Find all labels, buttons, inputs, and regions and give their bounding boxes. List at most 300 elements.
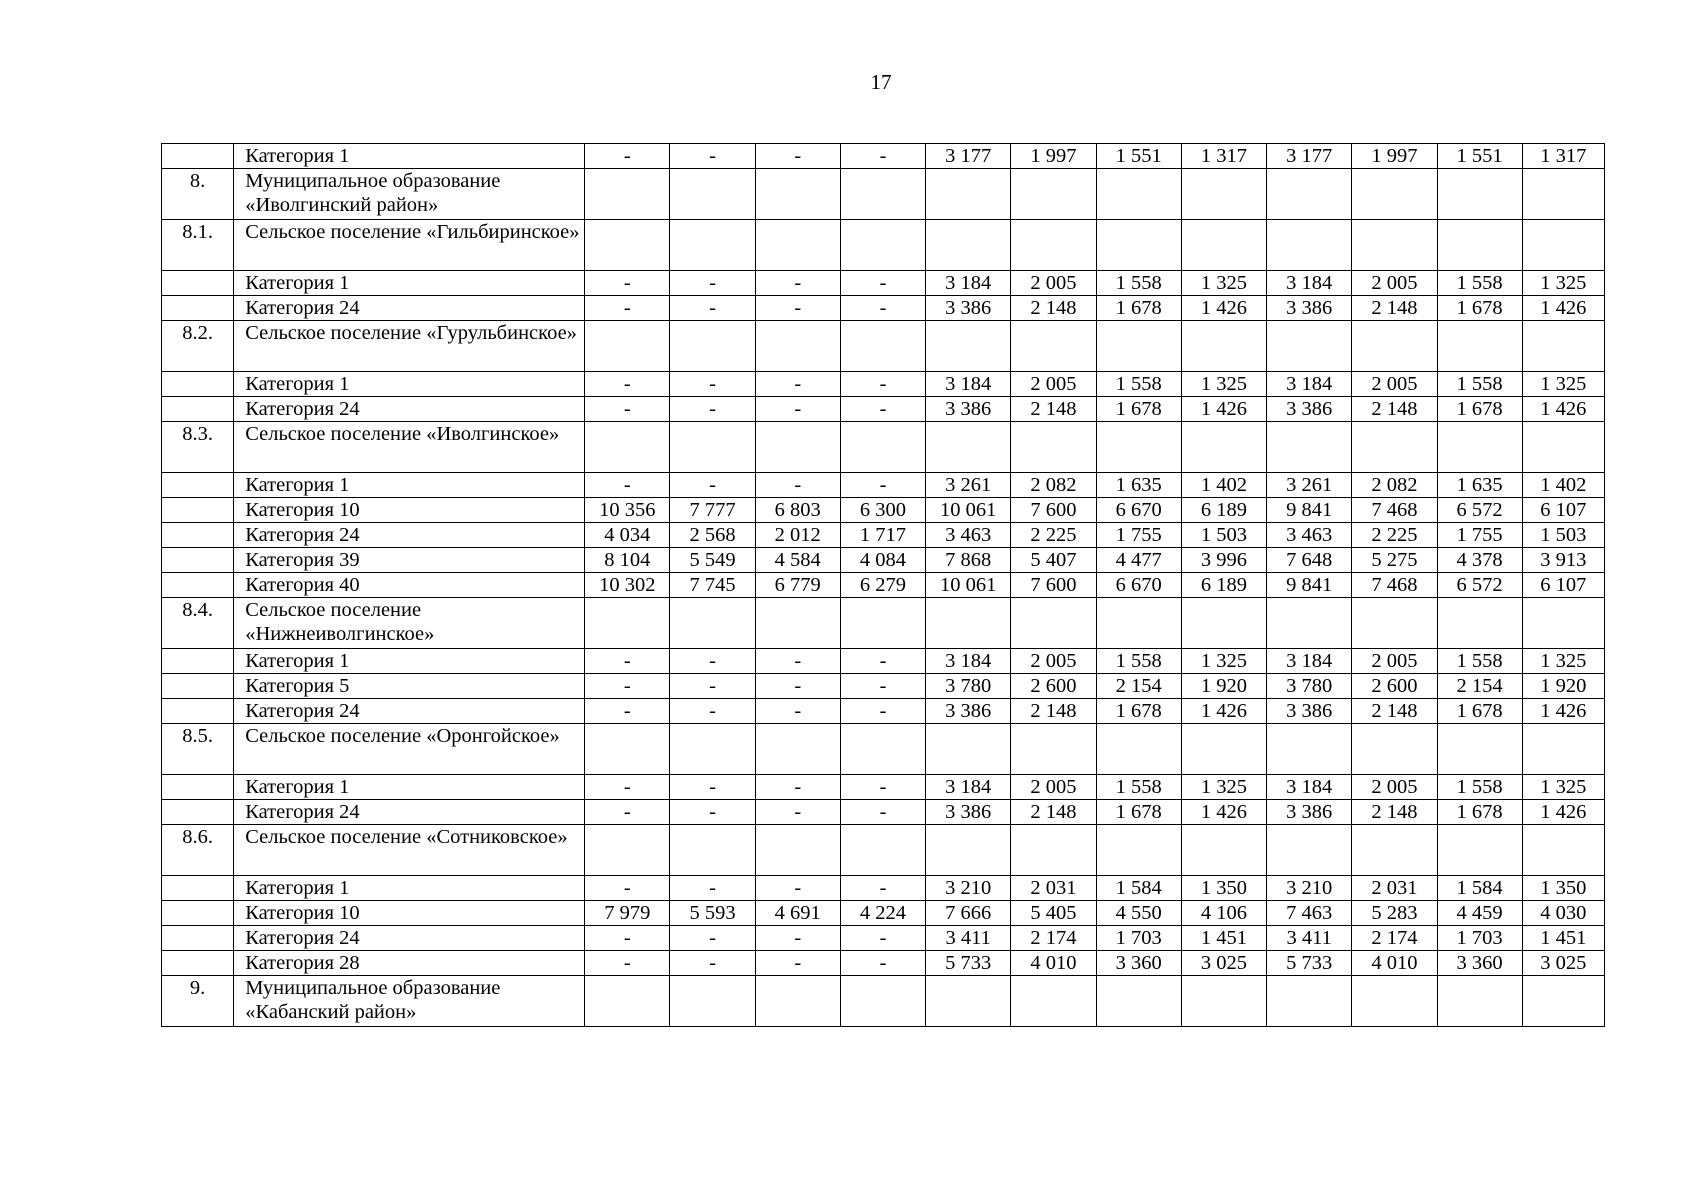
value-cell: - [670, 699, 755, 724]
value-cell [585, 169, 670, 220]
value-cell: 6 189 [1181, 498, 1266, 523]
table-row [162, 699, 1605, 724]
value-cell [1267, 220, 1352, 271]
value-cell: 1 584 [1096, 876, 1181, 901]
value-cell [1096, 321, 1181, 372]
value-cell [1096, 724, 1181, 775]
table-row [162, 296, 1605, 321]
value-cell: 2 012 [755, 523, 840, 548]
value-cell [1181, 220, 1266, 271]
row-number-cell [162, 372, 234, 397]
value-cell: 2 148 [1352, 296, 1437, 321]
value-cell: 2 174 [1011, 926, 1096, 951]
value-cell: - [670, 372, 755, 397]
value-cell: 3 780 [926, 674, 1011, 699]
row-name-cell: Категория 24 [234, 397, 585, 422]
value-cell [670, 321, 755, 372]
value-cell [1352, 598, 1437, 649]
value-cell [1011, 976, 1096, 1027]
value-cell [585, 724, 670, 775]
row-name-cell: Сельское поселение «Иволгинское» [234, 422, 585, 473]
value-cell: 10 302 [585, 573, 670, 598]
value-cell: 2 148 [1011, 699, 1096, 724]
value-cell: 4 477 [1096, 548, 1181, 573]
value-cell [1181, 598, 1266, 649]
value-cell: 1 551 [1096, 144, 1181, 169]
value-cell: 10 356 [585, 498, 670, 523]
value-cell: 3 463 [1267, 523, 1352, 548]
value-cell: 1 325 [1181, 271, 1266, 296]
value-cell: 4 010 [1011, 951, 1096, 976]
value-cell: 4 084 [840, 548, 925, 573]
row-number-cell [162, 926, 234, 951]
value-cell: 7 745 [670, 573, 755, 598]
row-number-cell [162, 699, 234, 724]
value-cell [585, 220, 670, 271]
value-cell: 7 468 [1352, 498, 1437, 523]
value-cell: 1 558 [1096, 775, 1181, 800]
value-cell: 2 225 [1011, 523, 1096, 548]
value-cell: 3 184 [1267, 271, 1352, 296]
value-cell: - [670, 397, 755, 422]
value-cell: 1 755 [1437, 523, 1522, 548]
row-number-cell [162, 271, 234, 296]
value-cell [926, 598, 1011, 649]
value-cell: 2 031 [1352, 876, 1437, 901]
value-cell: 6 572 [1437, 573, 1522, 598]
value-cell: 5 733 [1267, 951, 1352, 976]
value-cell [755, 825, 840, 876]
value-cell: 1 703 [1096, 926, 1181, 951]
row-name-cell: Категория 24 [234, 699, 585, 724]
value-cell [840, 220, 925, 271]
row-name-cell: Сельское поселение «Гильбиринское» [234, 220, 585, 271]
value-cell [840, 422, 925, 473]
page-number: 17 [870, 70, 892, 94]
table-row [162, 598, 1605, 649]
table-row [162, 976, 1605, 1027]
value-cell: 1 503 [1181, 523, 1266, 548]
value-cell: 1 635 [1096, 473, 1181, 498]
value-cell: 3 996 [1181, 548, 1266, 573]
row-name-cell: Категория 1 [234, 271, 585, 296]
value-cell: 2 082 [1352, 473, 1437, 498]
value-cell: 1 350 [1181, 876, 1266, 901]
value-cell: 1 551 [1437, 144, 1522, 169]
value-cell: - [670, 951, 755, 976]
value-cell: - [840, 296, 925, 321]
value-cell [670, 422, 755, 473]
value-cell: 7 600 [1011, 498, 1096, 523]
row-name-cell: Категория 1 [234, 144, 585, 169]
table-row [162, 926, 1605, 951]
value-cell: 1 426 [1522, 699, 1604, 724]
value-cell: 1 317 [1181, 144, 1266, 169]
value-cell: 2 005 [1352, 271, 1437, 296]
table-row [162, 523, 1605, 548]
value-cell: 6 779 [755, 573, 840, 598]
value-cell: 3 184 [926, 775, 1011, 800]
value-cell [1181, 422, 1266, 473]
row-number-cell: 8.1. [162, 220, 234, 271]
value-cell: 10 061 [926, 498, 1011, 523]
value-cell [755, 220, 840, 271]
value-cell: - [840, 674, 925, 699]
table-row [162, 724, 1605, 775]
value-cell: 2 148 [1352, 699, 1437, 724]
value-cell [1437, 724, 1522, 775]
value-cell [1267, 724, 1352, 775]
value-cell [670, 724, 755, 775]
value-cell: - [670, 876, 755, 901]
value-cell [1437, 169, 1522, 220]
value-cell [840, 169, 925, 220]
value-cell [585, 321, 670, 372]
value-cell: 3 463 [926, 523, 1011, 548]
value-cell: 1 678 [1437, 800, 1522, 825]
value-cell: 3 386 [1267, 296, 1352, 321]
value-cell: - [670, 775, 755, 800]
value-cell: 7 868 [926, 548, 1011, 573]
value-cell: 2 005 [1352, 372, 1437, 397]
value-cell: 1 426 [1181, 699, 1266, 724]
value-cell [926, 169, 1011, 220]
value-cell: 2 005 [1352, 649, 1437, 674]
value-cell [926, 422, 1011, 473]
value-cell: 1 584 [1437, 876, 1522, 901]
value-cell: 2 005 [1011, 649, 1096, 674]
row-number-cell [162, 296, 234, 321]
value-cell: 3 386 [926, 699, 1011, 724]
value-cell: 1 703 [1437, 926, 1522, 951]
value-cell: 2 148 [1352, 397, 1437, 422]
value-cell: 1 678 [1437, 397, 1522, 422]
value-cell: 3 386 [926, 296, 1011, 321]
value-cell [1522, 422, 1604, 473]
value-cell: 1 426 [1522, 800, 1604, 825]
value-cell: - [585, 775, 670, 800]
value-cell [1522, 220, 1604, 271]
value-cell: - [755, 800, 840, 825]
value-cell: - [585, 473, 670, 498]
value-cell [1181, 825, 1266, 876]
row-name-cell: Категория 1 [234, 876, 585, 901]
value-cell [1352, 724, 1437, 775]
value-cell [670, 598, 755, 649]
row-number-cell [162, 775, 234, 800]
table-row [162, 674, 1605, 699]
value-cell: 3 184 [926, 372, 1011, 397]
table-row [162, 901, 1605, 926]
value-cell [1011, 321, 1096, 372]
row-number-cell [162, 951, 234, 976]
value-cell: 1 678 [1096, 296, 1181, 321]
value-cell: 1 635 [1437, 473, 1522, 498]
value-cell: 3 386 [926, 800, 1011, 825]
value-cell [1096, 220, 1181, 271]
value-cell [755, 422, 840, 473]
row-name-cell: Категория 10 [234, 901, 585, 926]
value-cell: 1 678 [1096, 397, 1181, 422]
row-number-cell [162, 523, 234, 548]
value-cell: 1 325 [1522, 649, 1604, 674]
value-cell [840, 724, 925, 775]
value-cell: - [670, 674, 755, 699]
table-row [162, 321, 1605, 372]
value-cell: - [585, 397, 670, 422]
value-cell: 2 082 [1011, 473, 1096, 498]
value-cell [1267, 825, 1352, 876]
value-cell: - [755, 674, 840, 699]
value-cell: 7 463 [1267, 901, 1352, 926]
value-cell: 3 210 [1267, 876, 1352, 901]
value-cell [1267, 976, 1352, 1027]
table-row [162, 271, 1605, 296]
value-cell [1181, 976, 1266, 1027]
value-cell: - [585, 926, 670, 951]
value-cell [1011, 220, 1096, 271]
value-cell: - [670, 271, 755, 296]
value-cell: 6 572 [1437, 498, 1522, 523]
value-cell: 3 184 [926, 271, 1011, 296]
value-cell [1352, 321, 1437, 372]
value-cell [1181, 724, 1266, 775]
row-name-cell: Сельское поселение «Нижнеиволгинское» [234, 598, 585, 649]
value-cell: 1 920 [1522, 674, 1604, 699]
value-cell: 4 224 [840, 901, 925, 926]
value-cell: 3 261 [926, 473, 1011, 498]
row-number-cell [162, 498, 234, 523]
row-number-cell [162, 573, 234, 598]
value-cell: - [840, 649, 925, 674]
value-cell: 7 979 [585, 901, 670, 926]
value-cell: 1 317 [1522, 144, 1604, 169]
row-name-cell: Категория 1 [234, 649, 585, 674]
row-name-cell: Категория 1 [234, 372, 585, 397]
value-cell: - [755, 649, 840, 674]
row-name-cell: Сельское поселение «Оронгойское» [234, 724, 585, 775]
table-row [162, 422, 1605, 473]
value-cell: 1 451 [1181, 926, 1266, 951]
value-cell [926, 220, 1011, 271]
value-cell: 1 426 [1181, 296, 1266, 321]
value-cell [1267, 169, 1352, 220]
tariff-table [161, 143, 1605, 1027]
value-cell: 1 920 [1181, 674, 1266, 699]
value-cell: 6 670 [1096, 498, 1181, 523]
value-cell: 1 997 [1011, 144, 1096, 169]
value-cell: 2 148 [1011, 296, 1096, 321]
row-number-cell [162, 876, 234, 901]
value-cell: - [840, 271, 925, 296]
row-number-cell [162, 800, 234, 825]
value-cell: 4 584 [755, 548, 840, 573]
value-cell: - [670, 800, 755, 825]
table-row [162, 800, 1605, 825]
value-cell: 6 189 [1181, 573, 1266, 598]
value-cell: - [755, 296, 840, 321]
value-cell [670, 169, 755, 220]
value-cell: 3 386 [926, 397, 1011, 422]
value-cell: 6 279 [840, 573, 925, 598]
value-cell: 1 558 [1096, 271, 1181, 296]
value-cell [670, 825, 755, 876]
value-cell: 1 325 [1522, 372, 1604, 397]
value-cell [1096, 825, 1181, 876]
value-cell: - [585, 372, 670, 397]
value-cell: 2 005 [1011, 775, 1096, 800]
value-cell: 6 300 [840, 498, 925, 523]
value-cell: 1 426 [1181, 800, 1266, 825]
row-number-cell: 9. [162, 976, 234, 1027]
value-cell [1437, 220, 1522, 271]
value-cell: 2 031 [1011, 876, 1096, 901]
value-cell: 7 777 [670, 498, 755, 523]
table-row [162, 548, 1605, 573]
row-name-cell: Категория 10 [234, 498, 585, 523]
value-cell [1011, 724, 1096, 775]
row-number-cell: 8. [162, 169, 234, 220]
value-cell: - [585, 296, 670, 321]
value-cell: 1 325 [1522, 271, 1604, 296]
value-cell: 4 030 [1522, 901, 1604, 926]
row-number-cell: 8.2. [162, 321, 234, 372]
value-cell: 7 600 [1011, 573, 1096, 598]
value-cell: 8 104 [585, 548, 670, 573]
value-cell: 5 283 [1352, 901, 1437, 926]
row-number-cell [162, 144, 234, 169]
value-cell [1011, 825, 1096, 876]
value-cell: 9 841 [1267, 498, 1352, 523]
value-cell: - [670, 473, 755, 498]
table-row [162, 372, 1605, 397]
table-body [162, 144, 1605, 1027]
value-cell: 2 154 [1096, 674, 1181, 699]
value-cell: - [670, 926, 755, 951]
value-cell: 4 106 [1181, 901, 1266, 926]
value-cell: 1 402 [1522, 473, 1604, 498]
value-cell: 3 386 [1267, 699, 1352, 724]
value-cell: 2 148 [1011, 800, 1096, 825]
value-cell [670, 220, 755, 271]
row-name-cell: Категория 24 [234, 296, 585, 321]
row-name-cell: Категория 40 [234, 573, 585, 598]
value-cell: 2 568 [670, 523, 755, 548]
table-row [162, 220, 1605, 271]
row-name-cell: Сельское поселение «Гурульбинское» [234, 321, 585, 372]
value-cell [670, 976, 755, 1027]
value-cell: 1 997 [1352, 144, 1437, 169]
value-cell: - [755, 775, 840, 800]
value-cell [1267, 321, 1352, 372]
table-row [162, 775, 1605, 800]
value-cell [1522, 598, 1604, 649]
value-cell: 10 061 [926, 573, 1011, 598]
value-cell: - [585, 800, 670, 825]
table-row [162, 144, 1605, 169]
row-number-cell: 8.5. [162, 724, 234, 775]
value-cell: 2 174 [1352, 926, 1437, 951]
table-row [162, 397, 1605, 422]
value-cell: 2 148 [1011, 397, 1096, 422]
value-cell: 1 426 [1522, 397, 1604, 422]
value-cell: - [755, 372, 840, 397]
value-cell: 1 426 [1522, 296, 1604, 321]
value-cell: 3 411 [926, 926, 1011, 951]
value-cell [1011, 422, 1096, 473]
table-row [162, 169, 1605, 220]
row-name-cell: Категория 24 [234, 926, 585, 951]
value-cell [1437, 825, 1522, 876]
row-name-cell: Категория 1 [234, 775, 585, 800]
value-cell: 9 841 [1267, 573, 1352, 598]
value-cell: 1 325 [1181, 775, 1266, 800]
value-cell [1437, 598, 1522, 649]
value-cell: 1 325 [1181, 372, 1266, 397]
value-cell [585, 976, 670, 1027]
value-cell: 2 005 [1352, 775, 1437, 800]
value-cell [755, 169, 840, 220]
value-cell: - [585, 876, 670, 901]
row-name-cell: Категория 24 [234, 800, 585, 825]
value-cell: 1 678 [1437, 699, 1522, 724]
value-cell: 1 558 [1437, 372, 1522, 397]
value-cell [755, 724, 840, 775]
value-cell: 1 451 [1522, 926, 1604, 951]
row-name-cell: Муниципальное образование «Иволгинский район» [234, 169, 585, 220]
value-cell: 1 426 [1181, 397, 1266, 422]
row-name-cell: Категория 5 [234, 674, 585, 699]
value-cell [1352, 220, 1437, 271]
value-cell [1267, 422, 1352, 473]
value-cell: - [840, 800, 925, 825]
row-number-cell: 8.3. [162, 422, 234, 473]
value-cell [1352, 422, 1437, 473]
value-cell [1437, 976, 1522, 1027]
table-row [162, 498, 1605, 523]
value-cell [1352, 825, 1437, 876]
value-cell: 4 010 [1352, 951, 1437, 976]
value-cell: - [585, 649, 670, 674]
value-cell: 7 648 [1267, 548, 1352, 573]
value-cell: 1 558 [1096, 372, 1181, 397]
value-cell: - [840, 397, 925, 422]
value-cell: 4 459 [1437, 901, 1522, 926]
row-number-cell [162, 397, 234, 422]
value-cell: 2 225 [1352, 523, 1437, 548]
value-cell: - [755, 699, 840, 724]
value-cell: 2 148 [1352, 800, 1437, 825]
value-cell: 2 600 [1352, 674, 1437, 699]
value-cell: 3 025 [1522, 951, 1604, 976]
value-cell: 2 005 [1011, 372, 1096, 397]
value-cell: 1 558 [1437, 649, 1522, 674]
value-cell: 5 549 [670, 548, 755, 573]
value-cell: - [755, 876, 840, 901]
row-name-cell: Категория 39 [234, 548, 585, 573]
value-cell [1522, 825, 1604, 876]
value-cell [926, 976, 1011, 1027]
value-cell: - [670, 144, 755, 169]
value-cell: 3 780 [1267, 674, 1352, 699]
value-cell [755, 598, 840, 649]
table-row [162, 573, 1605, 598]
value-cell [1181, 169, 1266, 220]
value-cell: 3 386 [1267, 800, 1352, 825]
value-cell: 2 600 [1011, 674, 1096, 699]
value-cell: - [755, 473, 840, 498]
value-cell [585, 598, 670, 649]
